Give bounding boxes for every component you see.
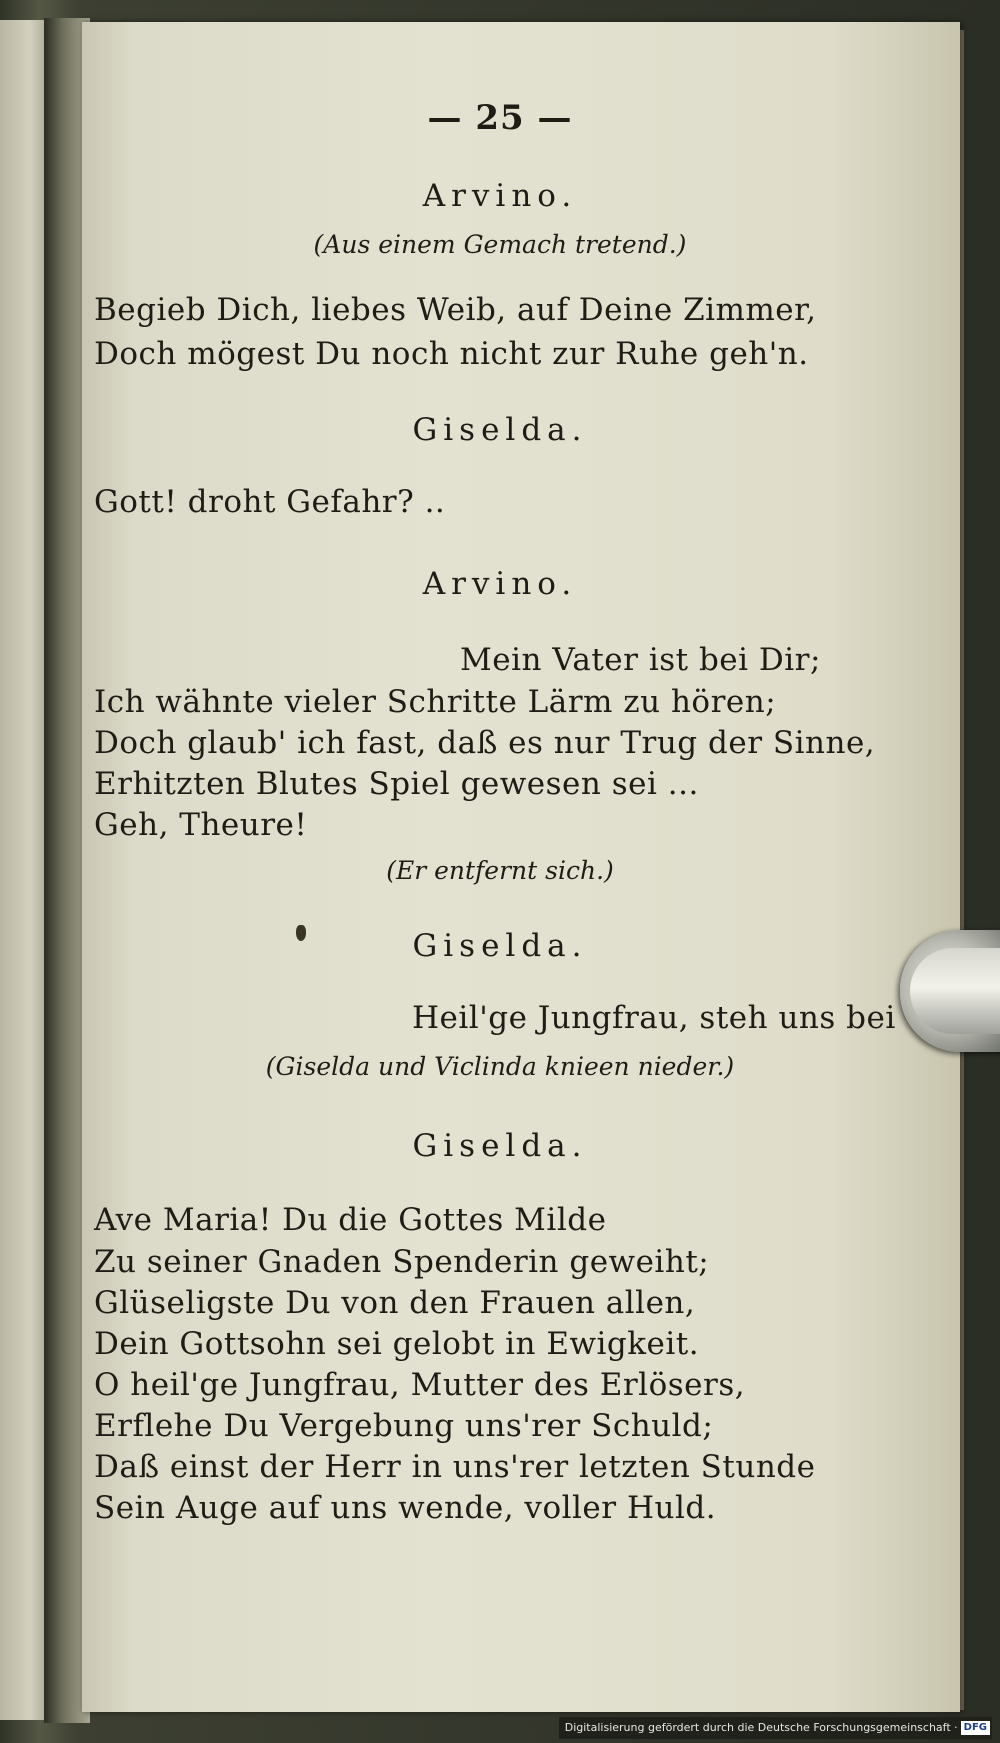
verse-line: Doch mögest Du noch nicht zur Ruhe geh'n. [94, 336, 809, 372]
footer-credit: Digitalisierung gefördert durch die Deutsche Forschungsgemeinschaft · [564, 1721, 958, 1734]
verse-line: Erhitzten Blutes Spiel gewesen sei ... [94, 766, 699, 802]
verse-line: Dein Gottsohn sei gelobt in Ewigkeit. [94, 1326, 700, 1362]
verse-line: Zu seiner Gnaden Spenderin geweiht; [94, 1244, 710, 1280]
verse-line: Begieb Dich, liebes Weib, auf Deine Zimmer, [94, 292, 817, 328]
speaker-name: Giselda. [412, 1128, 588, 1164]
verse-line: O heil'ge Jungfrau, Mutter des Erlösers, [94, 1367, 746, 1403]
verse-line: Geh, Theure! [94, 807, 308, 843]
verse-line: Gott! droht Gefahr? .. [94, 484, 446, 520]
digitization-footer [559, 1717, 992, 1739]
verse-line: Mein Vater ist bei Dir; [460, 642, 821, 678]
verse-line: Sein Auge auf uns wende, voller Huld. [94, 1490, 717, 1526]
verse-line: Ave Maria! Du die Gottes Milde [94, 1202, 607, 1238]
stage-direction: (Giselda und Viclinda knieen nieder.) [265, 1052, 735, 1081]
dfg-logo: DFG [961, 1721, 990, 1735]
verse-line: Doch glaub' ich fast, daß es nur Trug der Sinne, [94, 725, 876, 761]
page-number: — 25 — [427, 98, 573, 138]
verse-line: Daß einst der Herr in uns'rer letzten Stunde [94, 1449, 816, 1485]
verse-line: Erflehe Du Vergebung uns'rer Schuld; [94, 1408, 714, 1444]
stage-direction: (Aus einem Gemach tretend.) [313, 230, 687, 259]
speaker-name: Giselda. [412, 412, 588, 448]
verse-line: Heil'ge Jungfrau, steh uns bei [412, 1000, 896, 1036]
verse-line: Ich wähnte vieler Schritte Lärm zu hören; [94, 684, 777, 720]
page-clip-highlight [910, 948, 1000, 1034]
stage-direction: (Er entfernt sich.) [386, 856, 614, 885]
speaker-name: Giselda. [412, 928, 588, 964]
speaker-name: Arvino. [422, 178, 578, 214]
speaker-name: Arvino. [422, 566, 578, 602]
verse-line: Glüseligste Du von den Frauen allen, [94, 1285, 696, 1321]
